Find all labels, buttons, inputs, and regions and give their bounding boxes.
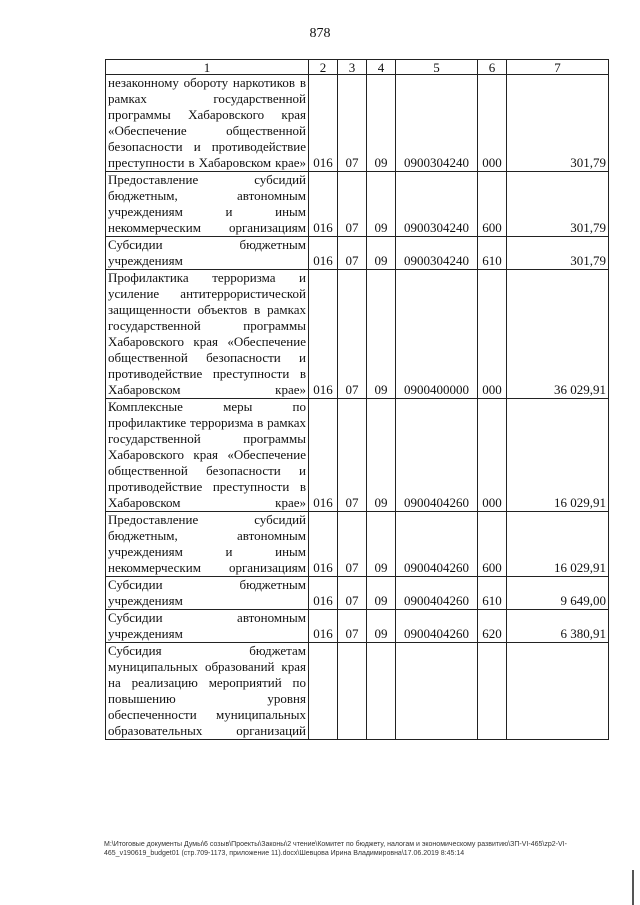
budget-table: [105, 59, 609, 740]
row-name: Комплексные меры по профилактике терроризма в рамках государственной программы Хабаровского края «Обеспечение общественной безопасности и противодействие преступности в Хабаровском крае»: [106, 399, 309, 512]
row-subsection: 09: [367, 399, 396, 512]
table-row: [106, 512, 609, 577]
row-type: 600: [478, 512, 507, 577]
column-number-row: [106, 60, 609, 75]
row-code: 016: [309, 75, 338, 172]
row-target: 0900400000: [396, 270, 478, 399]
row-code: [309, 643, 338, 740]
table-row: [106, 610, 609, 643]
row-type: 000: [478, 75, 507, 172]
column-number: 6: [478, 60, 507, 75]
row-type: 620: [478, 610, 507, 643]
table-row: [106, 75, 609, 172]
row-amount: 301,79: [507, 237, 609, 270]
row-subsection: [367, 643, 396, 740]
row-section: 07: [338, 270, 367, 399]
row-section: 07: [338, 512, 367, 577]
column-number: 4: [367, 60, 396, 75]
row-section: 07: [338, 172, 367, 237]
table-row: [106, 643, 609, 740]
row-amount: 16 029,91: [507, 512, 609, 577]
column-number: 5: [396, 60, 478, 75]
row-section: 07: [338, 237, 367, 270]
row-section: [338, 643, 367, 740]
row-code: 016: [309, 172, 338, 237]
row-target: 0900404260: [396, 610, 478, 643]
footer-line: 465_v190619_budget01 (стр.709-1173, приложение 11).docx\Шевцова Ирина Владимировна\17.06.2019 8:45:14: [104, 850, 465, 857]
table-row: [106, 237, 609, 270]
table-row: [106, 577, 609, 610]
row-code: 016: [309, 399, 338, 512]
column-number: 3: [338, 60, 367, 75]
row-amount: 301,79: [507, 75, 609, 172]
row-target: 0900404260: [396, 577, 478, 610]
row-target: 0900304240: [396, 75, 478, 172]
row-target: 0900404260: [396, 399, 478, 512]
row-type: 600: [478, 172, 507, 237]
row-subsection: 09: [367, 172, 396, 237]
row-section: 07: [338, 75, 367, 172]
row-amount: 36 029,91: [507, 270, 609, 399]
row-section: 07: [338, 399, 367, 512]
row-type: 000: [478, 270, 507, 399]
row-subsection: 09: [367, 610, 396, 643]
row-target: [396, 643, 478, 740]
row-code: 016: [309, 577, 338, 610]
row-name: Субсидии бюджетным учреждениям: [106, 577, 309, 610]
row-amount: 9 649,00: [507, 577, 609, 610]
row-amount: 301,79: [507, 172, 609, 237]
column-number: 7: [507, 60, 609, 75]
row-name: незаконному обороту наркотиков в рамках государственной программы Хабаровского края «Обеспечение общественной безопасности и противодействие преступности в Хабаровском крае»: [106, 75, 309, 172]
table-row: [106, 172, 609, 237]
row-name: Профилактика терроризма и усиление антитеррористической защищенности объектов в рамках государственной программы Хабаровского края «Обеспечение общественной безопасности и противодействие преступности в Хабаровском крае»: [106, 270, 309, 399]
footer-line: M:\Итоговые документы Думы\6 созыв\Проекты\Законы\2 чтение\Комитет по бюджету, налогам и экономическому развитию\ЗП-VI-465\zp2-VI-: [104, 841, 567, 848]
row-type: [478, 643, 507, 740]
row-name: Субсидии бюджетным учреждениям: [106, 237, 309, 270]
row-type: 610: [478, 237, 507, 270]
row-type: 000: [478, 399, 507, 512]
row-subsection: 09: [367, 75, 396, 172]
page-number: 878: [309, 26, 331, 41]
row-section: 07: [338, 610, 367, 643]
row-name: Субсидия бюджетам муниципальных образований края на реализацию мероприятий по повышению уровня обеспеченности муниципальных образовательных организаций: [106, 643, 309, 740]
row-subsection: 09: [367, 577, 396, 610]
scan-edge-mark: [632, 870, 634, 905]
row-code: 016: [309, 512, 338, 577]
row-subsection: 09: [367, 512, 396, 577]
document-path-footer: [104, 840, 614, 858]
row-name: Предоставление субсидий бюджетным, автономным учреждениям и иным некоммерческим организациям: [106, 512, 309, 577]
row-code: 016: [309, 270, 338, 399]
column-number: 1: [106, 60, 309, 75]
row-amount: 6 380,91: [507, 610, 609, 643]
row-code: 016: [309, 610, 338, 643]
table-row: [106, 399, 609, 512]
row-subsection: 09: [367, 237, 396, 270]
table-row: [106, 270, 609, 399]
row-section: 07: [338, 577, 367, 610]
row-type: 610: [478, 577, 507, 610]
row-target: 0900404260: [396, 512, 478, 577]
row-subsection: 09: [367, 270, 396, 399]
row-amount: [507, 643, 609, 740]
column-number: 2: [309, 60, 338, 75]
row-amount: 16 029,91: [507, 399, 609, 512]
row-name: Предоставление субсидий бюджетным, автономным учреждениям и иным некоммерческим организациям: [106, 172, 309, 237]
row-target: 0900304240: [396, 172, 478, 237]
row-name: Субсидии автономным учреждениям: [106, 610, 309, 643]
row-code: 016: [309, 237, 338, 270]
row-target: 0900304240: [396, 237, 478, 270]
